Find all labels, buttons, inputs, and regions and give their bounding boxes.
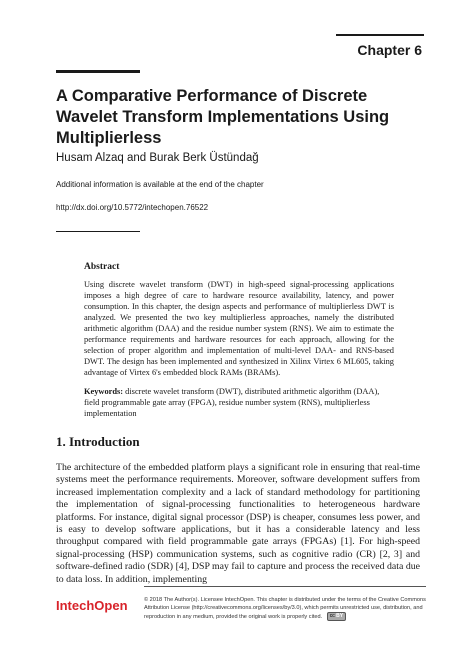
cc-by-icon [327,612,346,621]
header-divider [56,231,140,232]
authors: Husam Alzaq and Burak Berk Üstündağ [56,152,259,164]
keywords-text: discrete wavelet transform (DWT), distributed arithmetic algorithm (DAA), field programmable gate array (FPGA), residue number system (RNS), multiplierless implementation [84,387,380,418]
chapter-rule [336,34,424,36]
license-body: © 2018 The Author(s). Licensee IntechOpen. This chapter is distributed under the terms of the Creative Commons Attribution License (http://creativecommons.org/licenses/by/3.0), which permits unrestricted use, distribution, and reproduction in any medium, provided the original work is properly cited. [144,597,426,621]
doi-link[interactable]: http://dx.doi.org/10.5772/intechopen.76522 [56,203,209,212]
intechopen-logo: IntechOpen [56,598,128,613]
chapter-title: A Comparative Performance of Discrete Wavelet Transform Implementations Using Multiplierless [56,87,390,147]
abstract-block [84,262,394,419]
additional-info: Additional information is available at the end of the chapter [56,180,264,189]
cc-badge-right: BY [336,613,344,620]
abstract-text: Using discrete wavelet transform (DWT) in high-speed signal-processing applications imposes a high degree of care to hardware resource availability, latency, and power consumption. In this chapter, the design aspects and performance of multiplierless DWT is analyzed. We presented the two key multiplierless approaches, namely the distributed arithmetic algorithm (DAA) and the residue number system (RNS). We aim to estimate the performance requirements and hardware resources for each approach, allowing for the selection of proper algorithm and implementation of multi-level DAA- and RNS-based DWT. The design has been implemented and synthesized in Xilinx Virtex 6 ML605, taking advantage of Virtex 6's embedded block RAMs (BRAMs). [84,280,394,377]
cc-badge-left: cc [329,613,335,620]
title-rule [56,70,140,73]
keywords-label: Keywords: [84,387,124,396]
chapter-label: Chapter 6 [357,42,422,58]
keywords [84,386,394,419]
footer-divider [144,586,426,587]
section-body-text: The architecture of the embedded platform plays a significant role in ensuring that real-time systems meet the performance requirements. Moreover, software development suffers from increased implementation complexity and a lack of standard methodology for partitioning the implementation of signal-processing functionalities to heterogeneous hardware platforms. For instance, digital signal processor (DSP) is cheaper, consumes less power, and is easy to develop software applications, but it has a considerable latency and less throughput compared with field programmable gate arrays (FPGAs) [1]. For high-speed signal-processing (HSP) communication systems, such as cognitive radio (CR) [2, 3] and software-defined radio (SDR) [4], DSP may fail to capture and process the received data due to data loss. In addition, implementing [56,462,420,585]
license-text [144,596,430,622]
section-heading: 1. Introduction [56,434,140,449]
abstract-heading: Abstract [84,262,120,272]
